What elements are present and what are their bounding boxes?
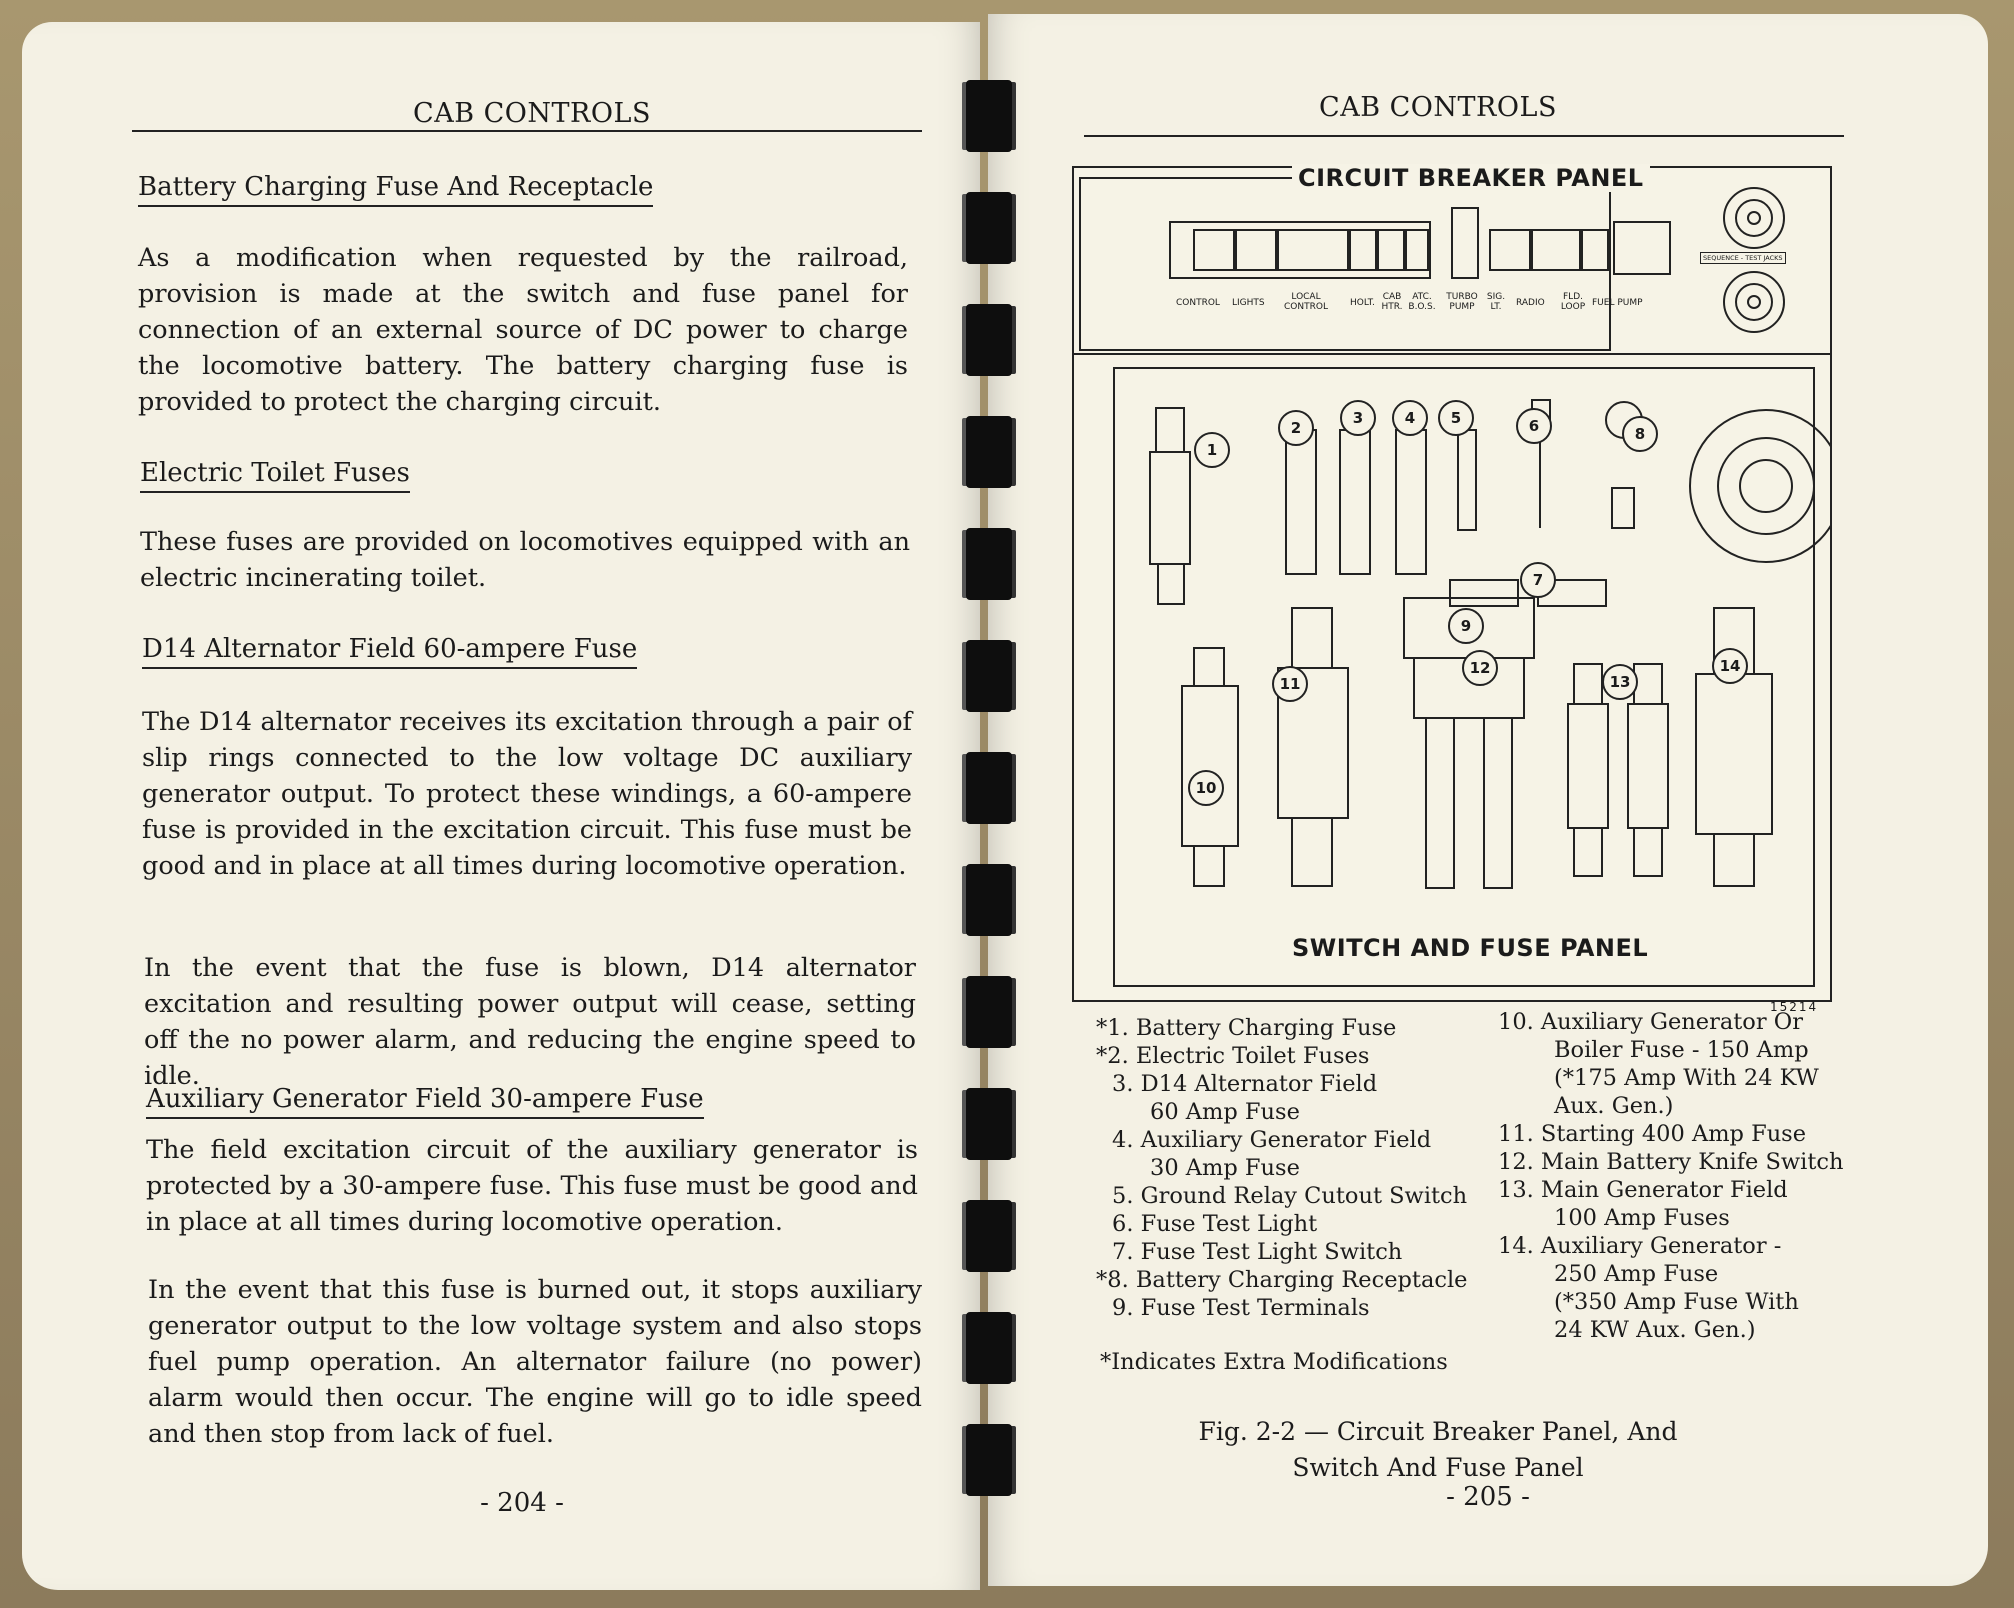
section-heading-toilet-fuses: Electric Toilet Fuses <box>140 458 410 493</box>
callout-2: 2 <box>1278 410 1314 446</box>
binding-coil <box>966 1200 1012 1272</box>
figure-caption-line-2: Switch And Fuse Panel <box>1292 1453 1584 1482</box>
legend-item-10-cont-2: (*175 Amp With 24 KW <box>1554 1065 1819 1091</box>
callout-10: 10 <box>1188 770 1224 806</box>
legend-item-6: 6. Fuse Test Light <box>1112 1211 1318 1237</box>
section-heading-battery-charging: Battery Charging Fuse And Receptacle <box>138 172 653 207</box>
legend-item-3-cont: 60 Amp Fuse <box>1150 1099 1300 1125</box>
breaker-label-atc-bos: ATC. B.O.S. <box>1408 292 1436 312</box>
right-page <box>988 14 1988 1586</box>
legend-item-11: 11. Starting 400 Amp Fuse <box>1498 1121 1807 1147</box>
binding-coil <box>966 304 1012 376</box>
figure-caption <box>1138 1414 1738 1486</box>
legend-item-13-cont: 100 Amp Fuses <box>1554 1205 1730 1231</box>
callout-12: 12 <box>1462 650 1498 686</box>
legend-note: *Indicates Extra Modifications <box>1100 1349 1448 1375</box>
legend-item-7: 7. Fuse Test Light Switch <box>1112 1239 1403 1265</box>
binding-coil <box>966 640 1012 712</box>
legend-item-12: 12. Main Battery Knife Switch <box>1498 1149 1844 1175</box>
callout-8: 8 <box>1622 416 1658 452</box>
breaker-label-local-control: LOCAL CONTROL <box>1284 292 1328 312</box>
breaker-label-lights: LIGHTS <box>1232 298 1265 308</box>
binding-coil <box>966 528 1012 600</box>
callout-13: 13 <box>1602 664 1638 700</box>
legend-right <box>1498 1008 1844 1344</box>
legend-item-10-cont-3: Aux. Gen.) <box>1554 1093 1674 1119</box>
spiral-binding <box>948 80 1048 1530</box>
binding-coil <box>966 976 1012 1048</box>
callout-11: 11 <box>1272 666 1308 702</box>
page-number: - 205 - <box>1446 1482 1530 1512</box>
breaker-label-sig-lt: SIG. LT. <box>1486 292 1506 312</box>
breaker-label-fld-loop: FLD. LOOP <box>1560 292 1586 312</box>
page-header: CAB CONTROLS <box>1319 92 1557 123</box>
paragraph-aux-gen-fuse-2: In the event that this fuse is burned out, it stops auxiliary generator output to the low voltage system and also stops fuel pump operation. An alternator failure (no power) alarm would then occur. The engine will go to idle speed and then stop from lack of fuel. <box>148 1275 922 1449</box>
binding-coil <box>966 80 1012 152</box>
paragraph-d14-fuse-1: The D14 alternator receives its excitation through a pair of slip rings connected to the low voltage DC auxiliary generator output. To protect these windings, a 60-ampere fuse is provided in the excitation circuit. This fuse must be good and in place at all times during locomotive operation. <box>142 707 912 881</box>
paragraph-aux-gen-fuse-1: The field excitation circuit of the auxiliary generator is protected by a 30-ampere fuse. This fuse must be good and in place at all times during locomotive operation. <box>146 1135 918 1237</box>
legend-item-2: *2. Electric Toilet Fuses <box>1096 1043 1370 1069</box>
sequence-test-jacks-label: SEQUENCE - TEST JACKS <box>1700 252 1786 264</box>
binding-coil <box>966 1424 1012 1496</box>
legend-item-8: *8. Battery Charging Receptacle <box>1096 1267 1468 1293</box>
page-number: - 204 - <box>480 1488 564 1518</box>
callout-layer <box>1072 166 1828 998</box>
figure-caption-line-1: Fig. 2-2 — Circuit Breaker Panel, And <box>1198 1417 1678 1446</box>
binding-coil <box>966 192 1012 264</box>
header-rule <box>132 130 922 132</box>
callout-14: 14 <box>1712 648 1748 684</box>
binding-coil <box>966 864 1012 936</box>
binding-coil <box>966 416 1012 488</box>
legend-item-5: 5. Ground Relay Cutout Switch <box>1112 1183 1468 1209</box>
paragraph-toilet-fuses: These fuses are provided on locomotives equipped with an electric incinerating toilet. <box>140 527 910 593</box>
breaker-label-cab-htr: CAB HTR. <box>1381 292 1403 312</box>
breaker-label-control: CONTROL <box>1176 298 1220 308</box>
legend-item-9: 9. Fuse Test Terminals <box>1112 1295 1370 1321</box>
binding-coil <box>966 752 1012 824</box>
breaker-label-fuel-pump: FUEL PUMP <box>1592 298 1643 308</box>
page-header: CAB CONTROLS <box>413 98 651 129</box>
legend-item-4-cont: 30 Amp Fuse <box>1150 1155 1300 1181</box>
switch-fuse-panel-title: SWITCH AND FUSE PANEL <box>1286 934 1654 962</box>
callout-6: 6 <box>1516 408 1552 444</box>
section-heading-d14-fuse: D14 Alternator Field 60-ampere Fuse <box>142 634 637 669</box>
binding-coil <box>966 1312 1012 1384</box>
legend-item-14-cont-2: (*350 Amp Fuse With <box>1554 1289 1799 1315</box>
legend-item-3: 3. D14 Alternator Field <box>1112 1071 1378 1097</box>
legend-item-10-cont-1: Boiler Fuse - 150 Amp <box>1554 1037 1809 1063</box>
circuit-breaker-panel-title: CIRCUIT BREAKER PANEL <box>1292 164 1650 192</box>
callout-7: 7 <box>1520 562 1556 598</box>
legend-item-14-cont-1: 250 Amp Fuse <box>1554 1261 1719 1287</box>
legend-item-4: 4. Auxiliary Generator Field <box>1112 1127 1432 1153</box>
paragraph-d14-fuse-2: In the event that the fuse is blown, D14 alternator excitation and resulting power output will cease, setting off the no power alarm, and reducing the engine speed to idle. <box>144 953 916 1091</box>
callout-1: 1 <box>1194 432 1230 468</box>
legend-item-13: 13. Main Generator Field <box>1498 1177 1788 1203</box>
legend-item-10: 10. Auxiliary Generator Or <box>1498 1009 1803 1035</box>
binding-coil <box>966 1088 1012 1160</box>
breaker-label-radio: RADIO <box>1516 298 1545 308</box>
section-heading-aux-gen-fuse: Auxiliary Generator Field 30-ampere Fuse <box>146 1084 704 1119</box>
legend-item-14: 14. Auxiliary Generator - <box>1498 1233 1782 1259</box>
paragraph-battery-charging: As a modification when requested by the railroad, provision is made at the switch and fuse panel for connection of an external source of DC power to charge the locomotive battery. The battery charging fuse is provided to protect the charging circuit. <box>138 243 908 417</box>
legend-item-1: *1. Battery Charging Fuse <box>1096 1015 1397 1041</box>
breaker-label-turbo-pump: TURBO PUMP <box>1446 292 1478 312</box>
breaker-label-holt: HOLT. <box>1350 298 1375 308</box>
callout-5: 5 <box>1438 400 1474 436</box>
callout-9: 9 <box>1448 608 1484 644</box>
figure-id: 15214 <box>1770 1000 1819 1014</box>
callout-3: 3 <box>1340 400 1376 436</box>
legend-left <box>1096 1014 1468 1322</box>
left-page <box>22 22 980 1590</box>
header-rule <box>1084 135 1844 137</box>
legend-item-14-cont-3: 24 KW Aux. Gen.) <box>1554 1317 1756 1343</box>
callout-4: 4 <box>1392 400 1428 436</box>
